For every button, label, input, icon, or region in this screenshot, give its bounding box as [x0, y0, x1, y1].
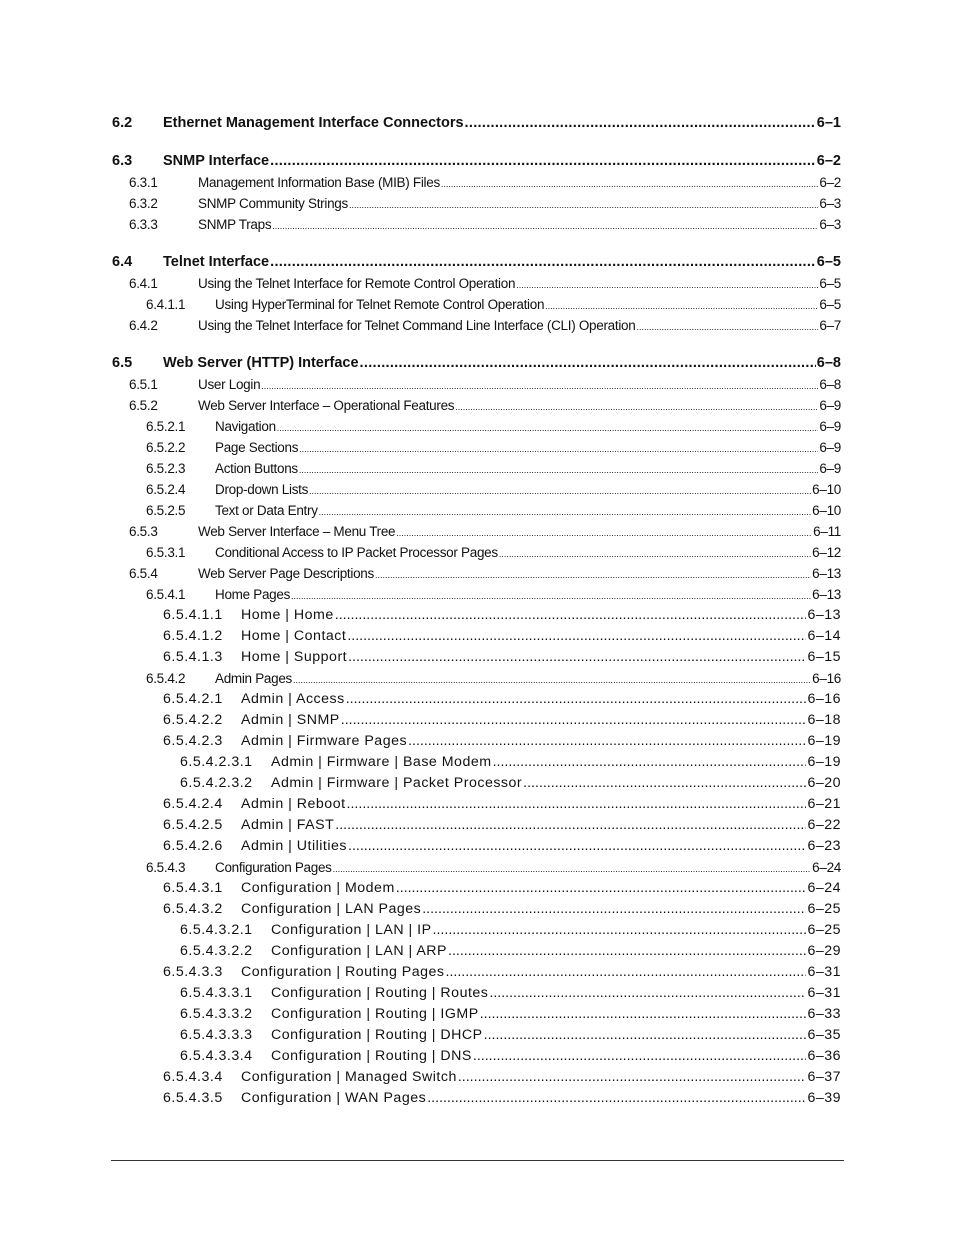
toc-entry-title[interactable]: Configuration | Managed Switch: [241, 1069, 457, 1085]
toc-entry-title[interactable]: Configuration | LAN Pages: [241, 901, 422, 917]
toc-entry-page[interactable]: 6–35: [807, 1027, 841, 1043]
toc-entry-number: 6.5.4.3.2: [163, 901, 223, 917]
toc-entry-page[interactable]: 6–18: [807, 712, 841, 728]
toc-entry[interactable]: [112, 294, 841, 315]
toc-entry-page[interactable]: 6–33: [807, 1006, 841, 1022]
toc-entry[interactable]: [112, 172, 841, 193]
toc-entry-number: 6.5.3.1: [146, 545, 186, 560]
toc-entry-number: 6.5.4.1.2: [163, 628, 223, 644]
toc-entry-number: 6.3.1: [129, 175, 158, 190]
toc-entry-title[interactable]: Configuration | Routing | IGMP: [271, 1006, 479, 1022]
toc-entry-page[interactable]: 6–2: [816, 153, 841, 169]
dot-leader: [277, 418, 819, 439]
toc-entry-title[interactable]: Home | Contact: [241, 628, 347, 644]
toc-entry-page[interactable]: 6–8: [819, 377, 841, 392]
dot-leader: [272, 216, 818, 237]
toc-entry-title[interactable]: Home Pages: [215, 587, 291, 602]
toc-entry[interactable]: [112, 151, 841, 172]
toc-entry[interactable]: [112, 563, 841, 584]
toc-entry-page[interactable]: 6–10: [812, 503, 841, 518]
toc-entry[interactable]: [112, 458, 841, 479]
dot-leader: [473, 1046, 807, 1067]
dot-leader: [484, 1025, 807, 1046]
toc-entry-title[interactable]: Admin | Firmware | Packet Processor: [271, 775, 523, 791]
toc-entry-page[interactable]: 6–13: [812, 566, 841, 581]
toc-entry-page[interactable]: 6–36: [807, 1048, 841, 1064]
dot-leader: [480, 1004, 807, 1025]
toc-entry-title[interactable]: Using the Telnet Interface for Remote Control Operation: [198, 276, 516, 291]
dot-leader: [408, 731, 806, 752]
toc-entry-page[interactable]: 6–25: [807, 922, 841, 938]
toc-entry-number: 6.5.4.2.2: [163, 712, 223, 728]
toc-entry-number: 6.5.4.3.3.3: [180, 1027, 253, 1043]
toc-entry-page[interactable]: 6–15: [807, 649, 841, 665]
dot-leader: [341, 710, 807, 731]
toc-entry-title[interactable]: Admin | FAST: [241, 817, 335, 833]
toc-entry-number: 6.5.1: [129, 377, 158, 392]
dot-leader: [396, 523, 812, 544]
dot-leader: [455, 397, 818, 418]
dot-leader: [360, 353, 816, 374]
toc-entry[interactable]: [112, 836, 841, 857]
toc-entry-title[interactable]: Admin | Utilities: [241, 838, 348, 854]
toc-entry-page[interactable]: 6–16: [812, 671, 841, 686]
toc-entry-page[interactable]: 6–14: [807, 628, 841, 644]
dot-leader: [348, 836, 806, 857]
toc-entry-number: 6.3.2: [129, 196, 158, 211]
toc-entry[interactable]: [112, 1067, 841, 1088]
toc-entry[interactable]: [112, 315, 841, 336]
toc-entry-number: 6.5.4.3.4: [163, 1069, 223, 1085]
toc-entry-page[interactable]: 6–2: [819, 175, 841, 190]
dot-leader: [335, 815, 806, 836]
dot-leader: [270, 151, 816, 172]
toc-entry[interactable]: [112, 878, 841, 899]
toc-entry-title[interactable]: Configuration Pages: [215, 860, 332, 875]
toc-entry[interactable]: [112, 416, 841, 437]
toc-entry-page[interactable]: 6–9: [819, 440, 841, 455]
toc-entry[interactable]: [112, 1004, 841, 1025]
toc-entry-page[interactable]: 6–12: [812, 545, 841, 560]
toc-entry-page[interactable]: 6–21: [807, 796, 841, 812]
toc-entry-page[interactable]: 6–22: [807, 817, 841, 833]
toc-entry[interactable]: [112, 521, 841, 542]
toc-entry-title[interactable]: Drop-down Lists: [215, 482, 309, 497]
toc-entry-number: 6.5.4.1: [146, 587, 186, 602]
toc-entry-page[interactable]: 6–1: [816, 115, 841, 131]
dot-leader: [396, 878, 807, 899]
toc-entry[interactable]: [112, 605, 841, 626]
toc-entry-number: 6.5.2.5: [146, 503, 186, 518]
toc-entry-number: 6.5.4.3.5: [163, 1090, 223, 1106]
toc-entry-title[interactable]: Configuration | Modem: [241, 880, 395, 896]
toc-entry[interactable]: [112, 752, 841, 773]
toc-entry-title[interactable]: Page Sections: [215, 440, 299, 455]
toc-entry-page[interactable]: 6–24: [812, 860, 841, 875]
toc-entry[interactable]: [112, 1046, 841, 1067]
toc-entry-title[interactable]: Admin | Access: [241, 691, 345, 707]
dot-leader: [375, 565, 811, 586]
toc-entry-page[interactable]: 6–3: [819, 217, 841, 232]
toc-entry-number: 6.5.4.2.6: [163, 838, 223, 854]
toc-entry-number: 6.5.4.3.3.4: [180, 1048, 253, 1064]
toc-entry-page[interactable]: 6–16: [807, 691, 841, 707]
toc-entry[interactable]: [112, 395, 841, 416]
toc-entry-page[interactable]: 6–24: [807, 880, 841, 896]
toc-entry-number: 6.5.4: [129, 566, 158, 581]
toc-entry-title[interactable]: SNMP Traps: [198, 217, 272, 232]
toc-entry-title[interactable]: Admin | SNMP: [241, 712, 340, 728]
dot-leader: [291, 586, 811, 607]
toc-entry-title[interactable]: Telnet Interface: [163, 254, 270, 270]
dot-leader: [347, 794, 807, 815]
toc-entry[interactable]: [112, 710, 841, 731]
toc-entry-title[interactable]: Web Server (HTTP) Interface: [163, 355, 359, 371]
toc-entry-page[interactable]: 6–10: [812, 482, 841, 497]
dot-leader: [293, 670, 811, 691]
toc-entry[interactable]: [112, 773, 841, 794]
toc-entry[interactable]: [112, 920, 841, 941]
dot-leader: [545, 296, 818, 317]
dot-leader: [261, 376, 818, 397]
toc-entry[interactable]: [112, 731, 841, 752]
toc-entry-page[interactable]: 6–20: [807, 775, 841, 791]
toc-entry-title[interactable]: Admin | Reboot: [241, 796, 346, 812]
table-of-contents: [112, 113, 841, 1109]
toc-entry-title[interactable]: Configuration | LAN | IP: [271, 922, 432, 938]
toc-entry-page[interactable]: 6–31: [807, 985, 841, 1001]
dot-leader: [446, 962, 807, 983]
toc-entry-title[interactable]: Text or Data Entry: [215, 503, 318, 518]
toc-entry-number: 6.5.4.1.3: [163, 649, 223, 665]
dot-leader: [335, 605, 807, 626]
toc-entry-page[interactable]: 6–25: [807, 901, 841, 917]
toc-entry-number: 6.5.2.2: [146, 440, 186, 455]
toc-entry-number: 6.5.4.3: [146, 860, 186, 875]
toc-entry[interactable]: [112, 962, 841, 983]
toc-entry-title[interactable]: Ethernet Management Interface Connectors: [163, 115, 464, 131]
toc-entry-page[interactable]: 6–23: [807, 838, 841, 854]
toc-entry-title[interactable]: SNMP Interface: [163, 153, 270, 169]
toc-entry-number: 6.5.4.3.2.1: [180, 922, 253, 938]
toc-entry-page[interactable]: 6–29: [807, 943, 841, 959]
toc-entry[interactable]: [112, 668, 841, 689]
toc-entry-title[interactable]: Admin Pages: [215, 671, 292, 686]
toc-entry-page[interactable]: 6–3: [819, 196, 841, 211]
toc-entry-title[interactable]: Admin | Firmware | Base Modem: [271, 754, 492, 770]
toc-entry[interactable]: [112, 113, 841, 134]
toc-entry-number: 6.5.4.3.3.1: [180, 985, 253, 1001]
toc-entry[interactable]: [112, 794, 841, 815]
toc-entry-number: 6.5.2.3: [146, 461, 186, 476]
toc-entry-number: 6.5.4.3.1: [163, 880, 223, 896]
toc-entry-title[interactable]: Configuration | LAN | ARP: [271, 943, 448, 959]
toc-entry-number: 6.5.2: [129, 398, 158, 413]
toc-entry[interactable]: [112, 983, 841, 1004]
toc-entry-title[interactable]: Management Information Base (MIB) Files: [198, 175, 440, 190]
toc-entry-page[interactable]: 6–5: [816, 254, 841, 270]
toc-entry[interactable]: [112, 214, 841, 235]
toc-entry-page[interactable]: 6–5: [819, 297, 841, 312]
toc-entry[interactable]: [112, 479, 841, 500]
footer-divider: [111, 1160, 844, 1161]
toc-entry-page[interactable]: 6–39: [807, 1090, 841, 1106]
toc-entry-title[interactable]: Configuration | Routing | DNS: [271, 1048, 472, 1064]
dot-leader: [319, 502, 812, 523]
toc-entry-number: 6.5.4.2.3: [163, 733, 223, 749]
dot-leader: [516, 275, 818, 296]
toc-entry[interactable]: [112, 374, 841, 395]
toc-entry-number: 6.5.4.3.2.2: [180, 943, 253, 959]
dot-leader: [349, 195, 818, 216]
toc-entry-page[interactable]: 6–19: [807, 754, 841, 770]
toc-entry[interactable]: [112, 193, 841, 214]
toc-entry[interactable]: [112, 647, 841, 668]
toc-entry[interactable]: [112, 941, 841, 962]
toc-entry-number: 6.5.4.2.3.1: [180, 754, 253, 770]
toc-entry-page[interactable]: 6–9: [819, 419, 841, 434]
dot-leader: [270, 252, 816, 273]
dot-leader: [433, 920, 807, 941]
toc-entry[interactable]: [112, 500, 841, 521]
dot-leader: [523, 773, 806, 794]
toc-entry-title[interactable]: User Login: [198, 377, 261, 392]
toc-entry-number: 6.2: [112, 115, 133, 131]
toc-entry-page[interactable]: 6–19: [807, 733, 841, 749]
toc-entry[interactable]: [112, 899, 841, 920]
toc-entry-title[interactable]: Action Buttons: [215, 461, 298, 476]
toc-entry-number: 6.5: [112, 355, 133, 371]
toc-entry-number: 6.4.1.1: [146, 297, 186, 312]
dot-leader: [489, 983, 806, 1004]
dot-leader: [346, 689, 807, 710]
dot-leader: [465, 113, 816, 134]
toc-entry-number: 6.5.3: [129, 524, 158, 539]
toc-entry[interactable]: [112, 437, 841, 458]
toc-entry[interactable]: [112, 689, 841, 710]
toc-entry-number: 6.5.4.2.3.2: [180, 775, 253, 791]
toc-entry-page[interactable]: 6–9: [819, 398, 841, 413]
toc-entry-number: 6.5.2.4: [146, 482, 186, 497]
dot-leader: [348, 647, 806, 668]
toc-entry[interactable]: [112, 1025, 841, 1046]
dot-leader: [299, 460, 819, 481]
toc-entry-title[interactable]: Using the Telnet Interface for Telnet Command Line Interface (CLI) Operation: [198, 318, 636, 333]
toc-entry[interactable]: [112, 353, 841, 374]
toc-entry[interactable]: [112, 1088, 841, 1109]
dot-leader: [422, 899, 806, 920]
toc-entry-number: 6.5.4.2: [146, 671, 186, 686]
dot-leader: [347, 626, 806, 647]
toc-entry-title[interactable]: Navigation: [215, 419, 276, 434]
toc-entry-title[interactable]: Web Server Interface – Menu Tree: [198, 524, 396, 539]
dot-leader: [333, 859, 812, 880]
toc-entry-title[interactable]: Home | Home: [241, 607, 334, 623]
toc-entry-number: 6.5.4.2.4: [163, 796, 223, 812]
toc-entry[interactable]: [112, 626, 841, 647]
toc-entry[interactable]: [112, 815, 841, 836]
toc-entry-number: 6.4.1: [129, 276, 158, 291]
toc-entry-page[interactable]: 6–9: [819, 461, 841, 476]
dot-leader: [299, 439, 818, 460]
toc-entry-title[interactable]: Using HyperTerminal for Telnet Remote Control Operation: [215, 297, 545, 312]
toc-entry-title[interactable]: Admin | Firmware Pages: [241, 733, 408, 749]
dot-leader: [636, 317, 818, 338]
toc-entry-title[interactable]: Conditional Access to IP Packet Processor Pages: [215, 545, 498, 560]
toc-entry-number: 6.5.4.2.5: [163, 817, 223, 833]
toc-entry[interactable]: [112, 252, 841, 273]
toc-entry-title[interactable]: Configuration | Routing Pages: [241, 964, 445, 980]
dot-leader: [448, 941, 806, 962]
toc-entry-page[interactable]: 6–37: [807, 1069, 841, 1085]
toc-entry-title[interactable]: SNMP Community Strings: [198, 196, 348, 211]
toc-entry-title[interactable]: Web Server Page Descriptions: [198, 566, 374, 581]
toc-entry-page[interactable]: 6–13: [807, 607, 841, 623]
toc-entry-number: 6.5.4.3.3.2: [180, 1006, 253, 1022]
toc-entry-page[interactable]: 6–11: [813, 524, 841, 539]
toc-entry-page[interactable]: 6–5: [819, 276, 841, 291]
toc-entry-title[interactable]: Configuration | WAN Pages: [241, 1090, 427, 1106]
dot-leader: [458, 1067, 807, 1088]
toc-entry-page[interactable]: 6–7: [819, 318, 841, 333]
toc-entry-number: 6.5.4.2.1: [163, 691, 223, 707]
toc-entry-title[interactable]: Web Server Interface – Operational Features: [198, 398, 455, 413]
toc-entry-number: 6.5.4.1.1: [163, 607, 223, 623]
toc-entry-title[interactable]: Home | Support: [241, 649, 348, 665]
toc-entry-page[interactable]: 6–8: [816, 355, 841, 371]
toc-entry-title[interactable]: Configuration | Routing | DHCP: [271, 1027, 483, 1043]
dot-leader: [493, 752, 807, 773]
dot-leader: [427, 1088, 806, 1109]
toc-entry-number: 6.4.2: [129, 318, 158, 333]
toc-entry[interactable]: [112, 273, 841, 294]
toc-entry[interactable]: [112, 542, 841, 563]
dot-leader: [309, 481, 811, 502]
toc-entry-number: 6.5.2.1: [146, 419, 186, 434]
toc-entry-page[interactable]: 6–31: [807, 964, 841, 980]
toc-entry-number: 6.4: [112, 254, 133, 270]
toc-entry-number: 6.5.4.3.3: [163, 964, 223, 980]
toc-entry-number: 6.3.3: [129, 217, 158, 232]
toc-entry-title[interactable]: Configuration | Routing | Routes: [271, 985, 489, 1001]
toc-entry[interactable]: [112, 584, 841, 605]
dot-leader: [499, 544, 811, 565]
toc-entry-page[interactable]: 6–13: [812, 587, 841, 602]
dot-leader: [441, 174, 818, 195]
toc-entry-number: 6.3: [112, 153, 133, 169]
toc-entry[interactable]: [112, 857, 841, 878]
